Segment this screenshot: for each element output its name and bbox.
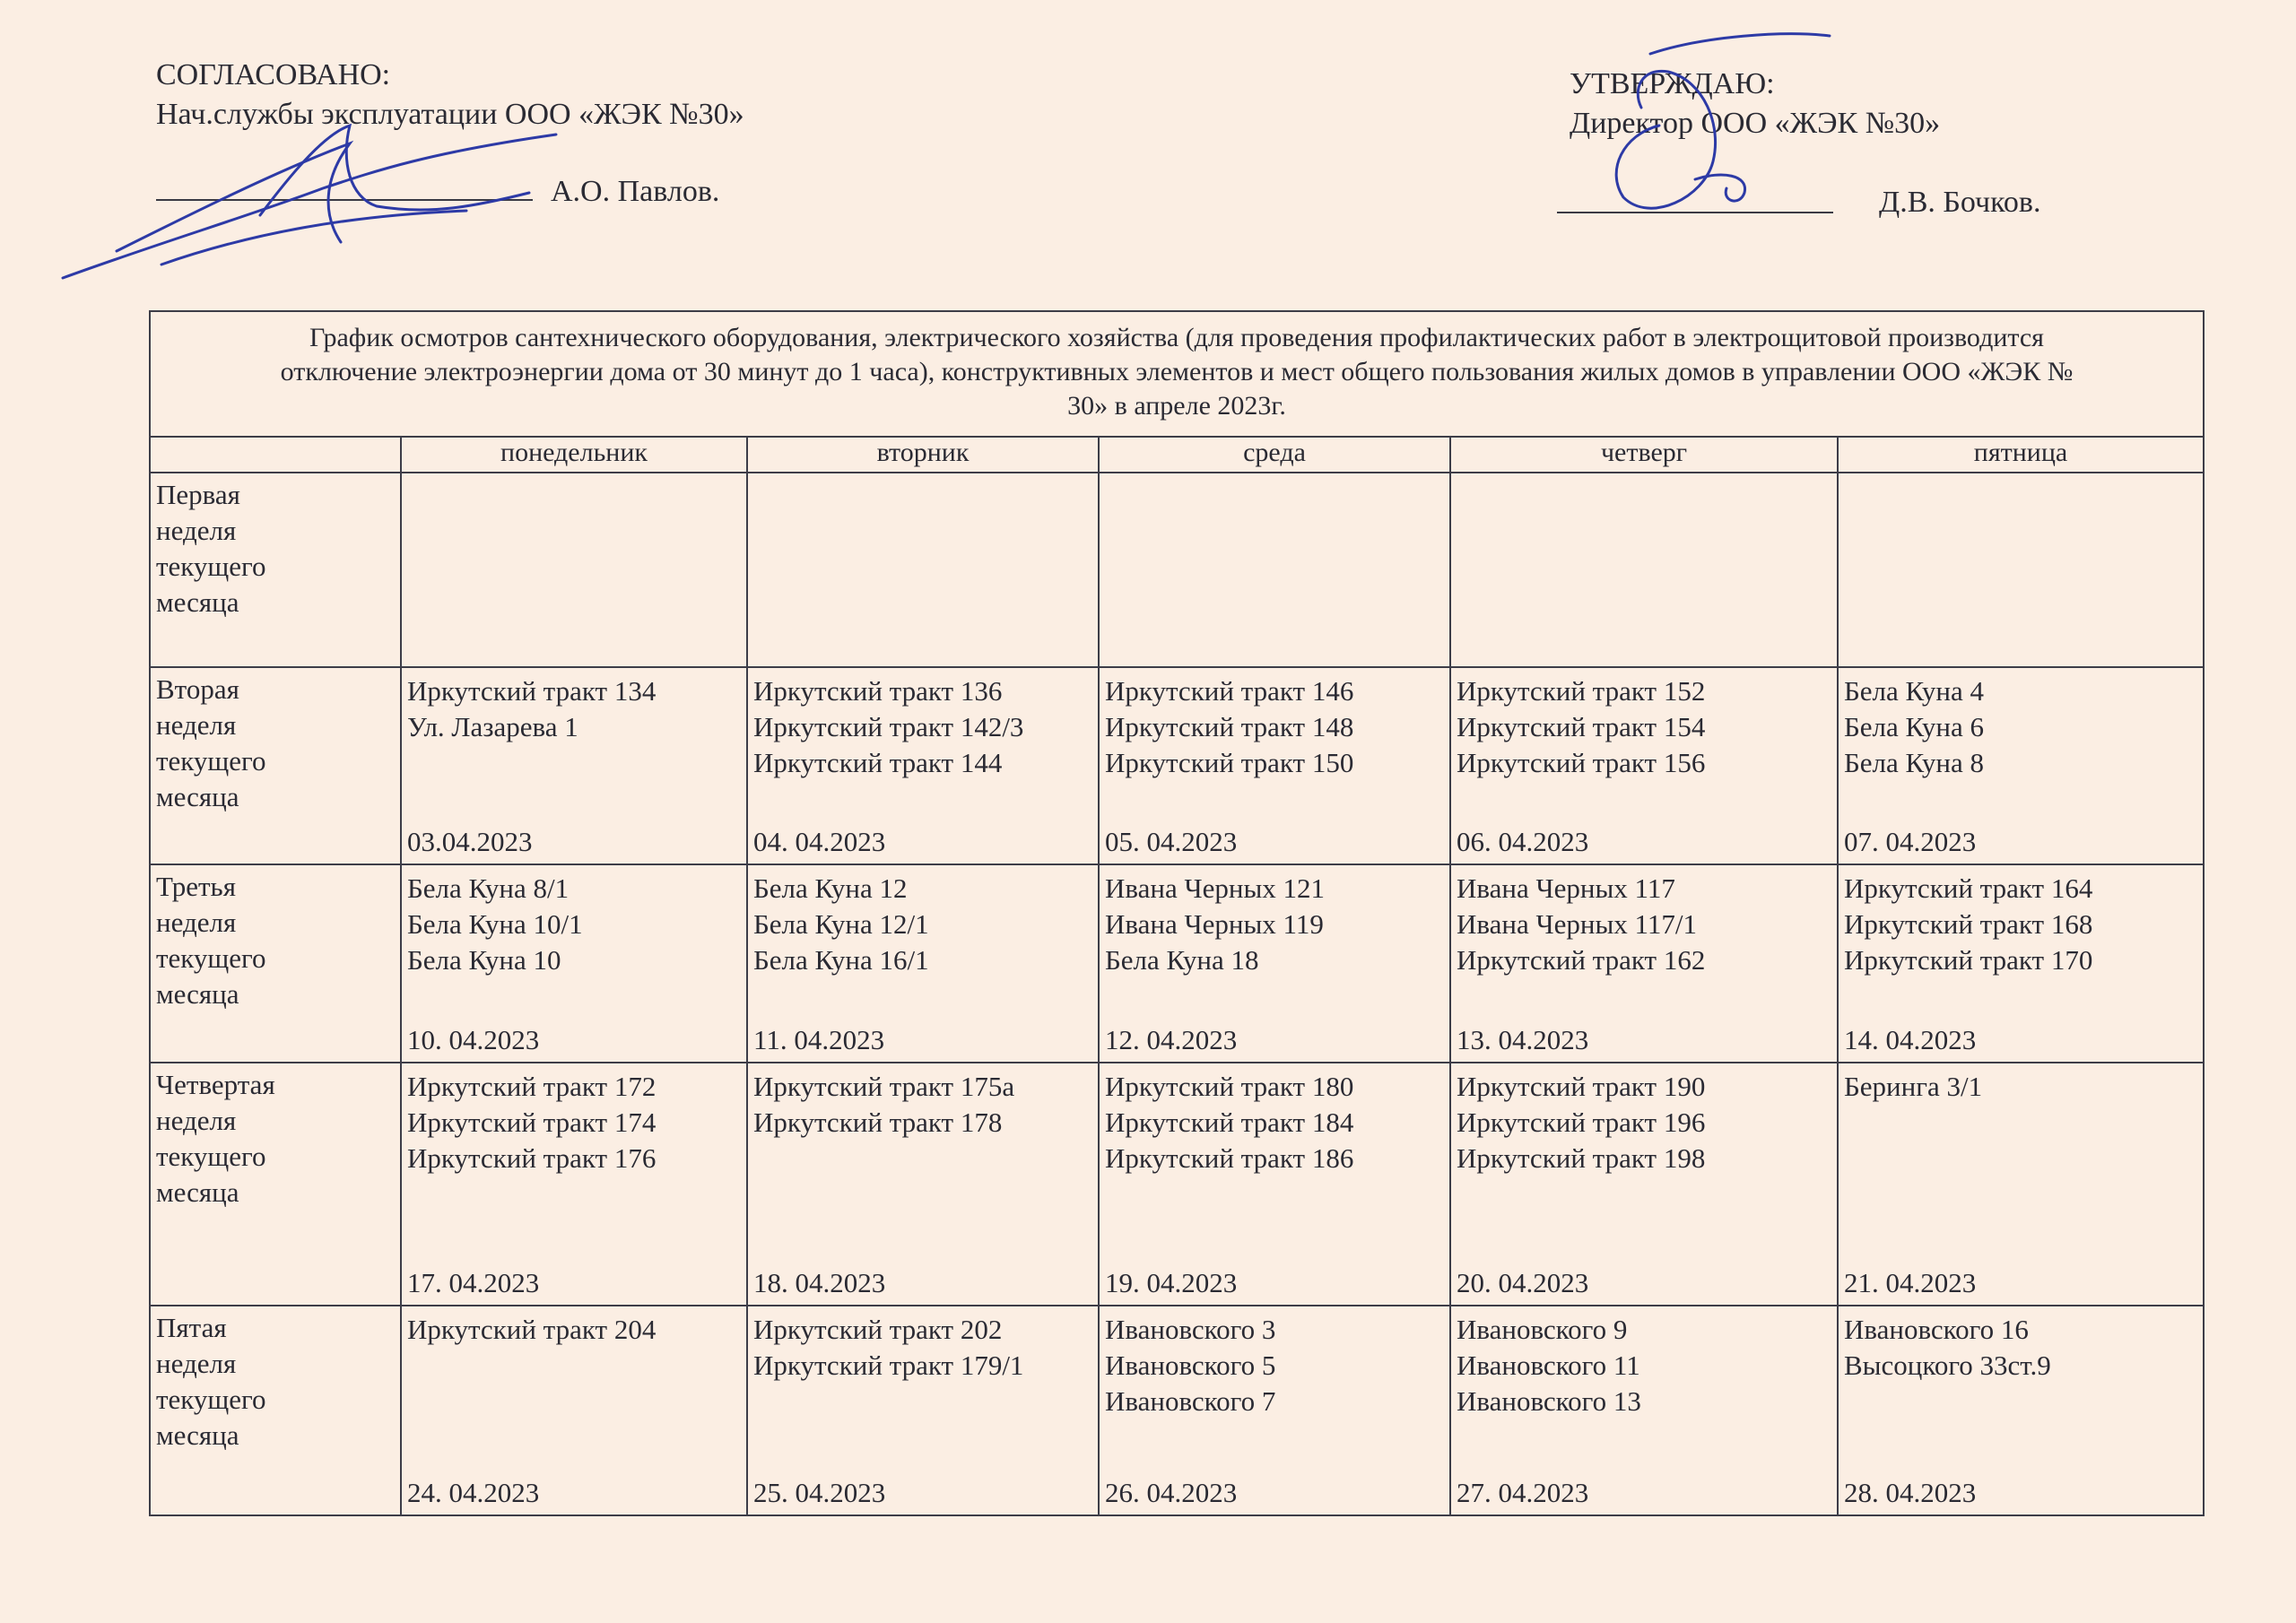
inspection-date: 07. 04.2023 [1844, 825, 1977, 857]
house-address: Иркутский тракт 156 [1457, 747, 1706, 779]
approval-heading: СОГЛАСОВАНО: [156, 58, 391, 91]
inspection-date: 10. 04.2023 [407, 1024, 540, 1056]
approval-signer-name: Д.В. Бочков. [1879, 186, 2041, 219]
house-address: Иркутский тракт 184 [1105, 1107, 1354, 1139]
house-address: Иркутский тракт 152 [1457, 675, 1706, 707]
house-address: Иркутский тракт 146 [1105, 675, 1354, 707]
week-label-line: текущего [156, 1384, 266, 1416]
house-address: Иркутский тракт 190 [1457, 1071, 1706, 1103]
inspection-date: 06. 04.2023 [1457, 825, 1589, 857]
house-address: Иркутский тракт 175а [753, 1071, 1015, 1103]
schedule-cell [1450, 864, 1838, 1063]
schedule-cell [401, 1306, 747, 1515]
schedule-cell [1838, 1306, 2204, 1515]
inspection-date: 14. 04.2023 [1844, 1024, 1977, 1056]
week-label [150, 473, 401, 667]
house-address: Ивановского 9 [1457, 1314, 1628, 1346]
schedule-cell [401, 864, 747, 1063]
week-label-line: неделя [156, 709, 237, 742]
week-row [150, 864, 2204, 1063]
week-label-line: текущего [156, 551, 266, 582]
house-address: Иркутский тракт 174 [407, 1107, 657, 1139]
house-address: Ивановского 11 [1457, 1350, 1640, 1382]
weekday-header: понедельник [401, 437, 747, 473]
week-label-line: неделя [156, 515, 237, 546]
schedule-cell [1838, 864, 2204, 1063]
inspection-date: 21. 04.2023 [1844, 1267, 1977, 1299]
inspection-date: 04. 04.2023 [753, 825, 886, 857]
house-address: Иркутский тракт 148 [1105, 711, 1354, 743]
house-address: Иркутский тракт 180 [1105, 1071, 1354, 1103]
week-label-line: текущего [156, 942, 266, 974]
house-address: Ивановского 5 [1105, 1350, 1276, 1382]
schedule-cell [1838, 1063, 2204, 1306]
house-address: Ивана Черных 117 [1457, 872, 1675, 904]
house-address: Бела Куна 10/1 [407, 907, 583, 940]
week-label-line: текущего [156, 1141, 266, 1173]
house-address: Бела Куна 12 [753, 872, 908, 904]
schedule-cell [1450, 667, 1838, 864]
house-address: Ивана Черных 117/1 [1457, 907, 1698, 940]
schedule-body [150, 473, 2204, 1515]
week-label-line: Третья [156, 870, 236, 902]
weekday-header: вторник [747, 437, 1099, 473]
house-address: Иркутский тракт 162 [1457, 943, 1706, 976]
house-address: Бела Куна 18 [1105, 943, 1259, 976]
handwritten-signature-right [1525, 18, 1848, 233]
schedule-cell [1450, 1063, 1838, 1306]
house-address: Иркутский тракт 164 [1844, 872, 2093, 904]
inspection-date: 03.04.2023 [407, 825, 533, 857]
inspection-date: 28. 04.2023 [1844, 1477, 1977, 1508]
schedule-cell [1099, 864, 1450, 1063]
house-address: Ул. Лазарева 1 [407, 711, 578, 743]
week-label-line: месяца [156, 781, 239, 813]
week-label-line: месяца [156, 1419, 239, 1452]
week-label [150, 1306, 401, 1515]
week-label [150, 667, 401, 864]
inspection-date: 13. 04.2023 [1457, 1024, 1589, 1056]
house-address: Иркутский тракт 178 [753, 1107, 1003, 1139]
schedule-cell [1838, 473, 2204, 667]
corner-cell [150, 437, 401, 473]
approval-position: Нач.службы эксплуатации ООО «ЖЭК №30» [156, 98, 744, 131]
house-address: Ивановского 3 [1105, 1314, 1276, 1346]
handwritten-signature-left [54, 108, 574, 296]
inspection-date: 26. 04.2023 [1105, 1477, 1238, 1508]
inspection-date: 18. 04.2023 [753, 1267, 886, 1299]
house-address: Бела Куна 4 [1844, 675, 1984, 707]
schedule-cell [1099, 1306, 1450, 1515]
week-row [150, 473, 2204, 667]
house-address: Бела Куна 12/1 [753, 907, 929, 940]
house-address: Иркутский тракт 134 [407, 675, 657, 707]
inspection-date: 05. 04.2023 [1105, 825, 1238, 857]
house-address: Иркутский тракт 176 [407, 1142, 657, 1175]
schedule-cell [747, 1063, 1099, 1306]
house-address: Иркутский тракт 172 [407, 1071, 657, 1103]
inspection-date: 20. 04.2023 [1457, 1267, 1589, 1299]
schedule-cell [1099, 473, 1450, 667]
house-address: Иркутский тракт 154 [1457, 711, 1706, 743]
approval-heading: УТВЕРЖДАЮ: [1570, 67, 1775, 100]
inspection-date: 12. 04.2023 [1105, 1024, 1238, 1056]
weekday-header: пятница [1838, 437, 2204, 473]
house-address: Ивана Черных 121 [1105, 872, 1326, 904]
schedule-cell [747, 473, 1099, 667]
house-address: Иркутский тракт 168 [1844, 907, 2093, 940]
house-address: Иркутский тракт 136 [753, 675, 1003, 707]
week-label-line: Первая [156, 479, 240, 510]
house-address: Бела Куна 6 [1844, 711, 1984, 743]
weekday-header: среда [1099, 437, 1450, 473]
house-address: Ивановского 16 [1844, 1314, 2029, 1346]
week-label-line: неделя [156, 906, 237, 938]
schedule-cell [747, 1306, 1099, 1515]
weekday-header: четверг [1450, 437, 1838, 473]
schedule-title: График осмотров сантехнического оборудования, электрического хозяйства (для проведения профилактических работ в электрощитовой производится отключение электроэнергии дома от 30 минут до 1 часа), конструктивных элементов и мест общего пользования жилых домов в управлении ООО «ЖЭК № 30» в апреле 2023г. [150, 311, 2204, 437]
house-address: Ивановского 13 [1457, 1385, 1641, 1418]
house-address: Высоцкого 33ст.9 [1844, 1350, 2051, 1382]
approval-position: Директор ООО «ЖЭК №30» [1570, 107, 1941, 140]
inspection-date: 19. 04.2023 [1105, 1267, 1238, 1299]
house-address: Иркутский тракт 202 [753, 1314, 1003, 1346]
week-label-line: месяца [156, 977, 239, 1010]
week-label-line: Вторая [156, 673, 239, 706]
inspection-date: 25. 04.2023 [753, 1477, 886, 1508]
house-address: Ивановского 7 [1105, 1385, 1276, 1418]
schedule-cell [1450, 473, 1838, 667]
approval-signer-name: А.О. Павлов. [551, 175, 720, 208]
schedule-cell [1450, 1306, 1838, 1515]
house-address: Иркутский тракт 142/3 [753, 711, 1024, 743]
week-row [150, 667, 2204, 864]
inspection-date: 27. 04.2023 [1457, 1477, 1589, 1508]
inspection-schedule-table [149, 310, 2205, 1516]
house-address: Бела Куна 8 [1844, 747, 1984, 779]
house-address: Иркутский тракт 196 [1457, 1107, 1706, 1139]
week-label-line: текущего [156, 745, 266, 777]
schedule-cell [401, 473, 747, 667]
house-address: Иркутский тракт 144 [753, 747, 1003, 779]
week-row [150, 1063, 2204, 1306]
house-address: Иркутский тракт 198 [1457, 1142, 1706, 1175]
week-label-line: месяца [156, 586, 239, 618]
week-row [150, 1306, 2204, 1515]
inspection-date: 24. 04.2023 [407, 1477, 540, 1508]
house-address: Иркутский тракт 204 [407, 1314, 657, 1346]
house-address: Бела Куна 10 [407, 943, 561, 976]
house-address: Иркутский тракт 150 [1105, 747, 1354, 779]
house-address: Бела Куна 16/1 [753, 943, 929, 976]
week-label-line: неделя [156, 1348, 237, 1380]
week-label [150, 864, 401, 1063]
week-label [150, 1063, 401, 1306]
week-label-line: Пятая [156, 1312, 227, 1344]
week-label-line: Четвертая [156, 1069, 275, 1101]
house-address: Бела Куна 8/1 [407, 872, 570, 904]
schedule-cell [747, 864, 1099, 1063]
schedule-cell [1099, 667, 1450, 864]
house-address: Иркутский тракт 170 [1844, 943, 2093, 976]
schedule-cell [747, 667, 1099, 864]
week-label-line: месяца [156, 1176, 239, 1209]
weekday-header-row [150, 437, 2204, 473]
inspection-date: 17. 04.2023 [407, 1267, 540, 1299]
house-address: Беринга 3/1 [1844, 1071, 1983, 1103]
schedule-cell [401, 667, 747, 864]
schedule-cell [1099, 1063, 1450, 1306]
house-address: Ивана Черных 119 [1105, 907, 1324, 940]
schedule-cell [401, 1063, 747, 1306]
inspection-date: 11. 04.2023 [753, 1024, 885, 1056]
schedule-cell [1838, 667, 2204, 864]
house-address: Иркутский тракт 179/1 [753, 1350, 1024, 1382]
week-label-line: неделя [156, 1105, 237, 1137]
house-address: Иркутский тракт 186 [1105, 1142, 1354, 1175]
